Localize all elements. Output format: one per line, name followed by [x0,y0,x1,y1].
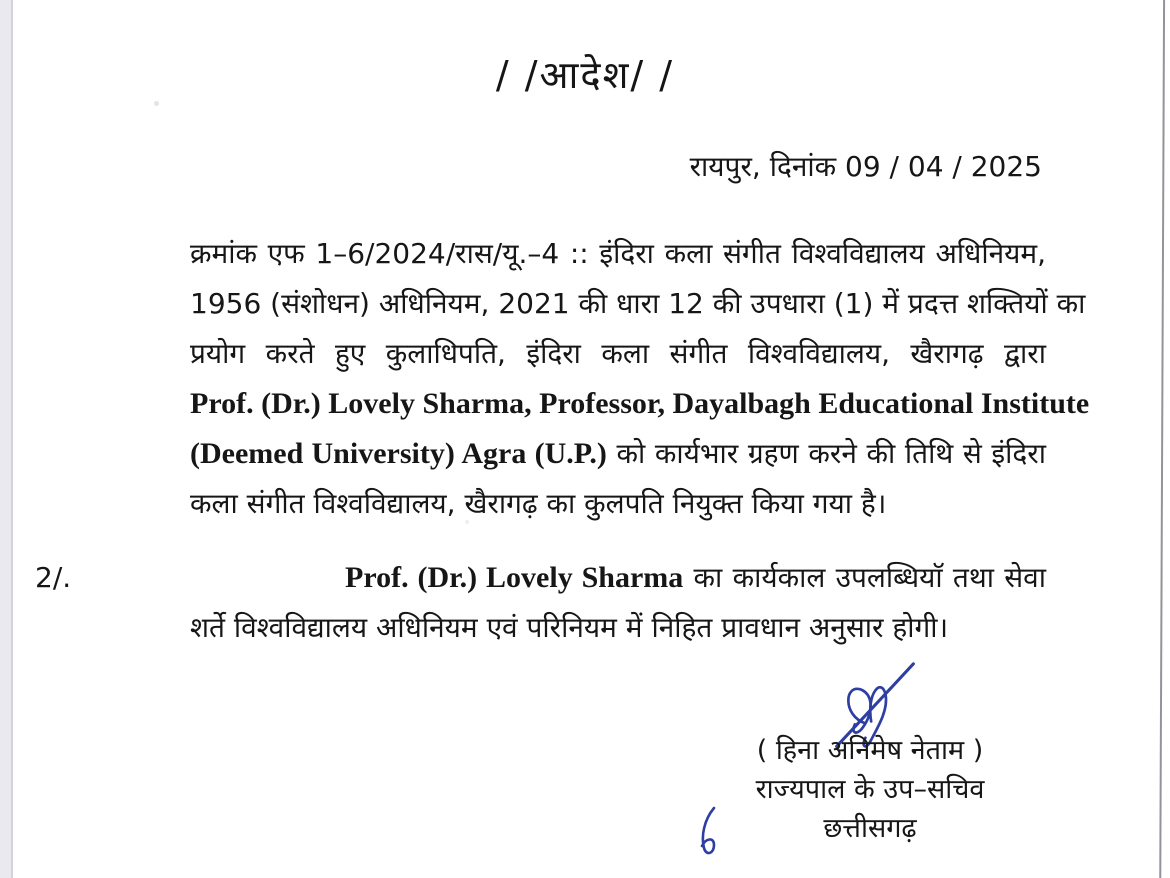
para1-line5-text: को कार्यभार ग्रहण करने की तिथि से इंदिरा [616,437,1047,470]
signatory-state: छत्तीसगढ़ [823,813,917,844]
para1-line3: प्रयोग करते हुए कुलाधिपति, इंदिरा कला संगीत विश्वविद्यालय, खैरागढ़ द्वारा [190,337,1046,370]
para1-line1: क्रमांक एफ 1–6/2024/रास/यू.–4 :: इंदिरा कला संगीत विश्वविद्यालय अधिनियम, [190,237,1046,270]
appointee-name-affiliation: Prof. (Dr.) Lovely Sharma, Professor, Dayalbagh Educational Institute [190,387,1090,420]
scan-right-edge-line [1159,0,1165,878]
order-title: / /आदेश/ / [495,53,675,97]
para1-line4 [190,379,1090,429]
signature-block [740,731,1000,848]
place-date-line: रायपुर, दिनांक 09 / 04 / 2025 [689,150,1042,183]
stray-pen-mark [696,806,724,860]
signatory-designation: राज्यपाल के उप–सचिव [755,774,985,805]
para1-line6: कला संगीत विश्वविद्यालय, खैरागढ़ का कुलपति नियुक्त किया गया है। [190,487,887,520]
appointee-university: (Deemed University) Agra (U.P.) [190,437,607,470]
scan-left-edge [0,0,11,878]
para1-line5 [190,429,1046,479]
second-paragraph [35,553,1046,653]
para2-line1 [35,553,1046,603]
opening-paragraph [190,229,1090,529]
para2-line1-text: का कार्यकाल उपलब्धियाॅ तथा सेवा [693,561,1046,594]
scan-left-edge-line [11,0,13,878]
para2-line2: शर्ते विश्वविद्यालय अधिनियम एवं परिनियम में निहित प्रावधान अनुसार होगी। [190,611,949,644]
para2-number: 2/. [35,561,72,594]
appointee-name: Prof. (Dr.) Lovely Sharma [345,561,684,594]
signatory-name: ( हिना अनिमेष नेताम ) [756,735,984,766]
para1-line2: 1956 (संशोधन) अधिनियम, 2021 की धारा 12 की उपधारा (1) में प्रदत्त शक्तियों का [190,287,1086,320]
scan-speck [154,101,159,106]
